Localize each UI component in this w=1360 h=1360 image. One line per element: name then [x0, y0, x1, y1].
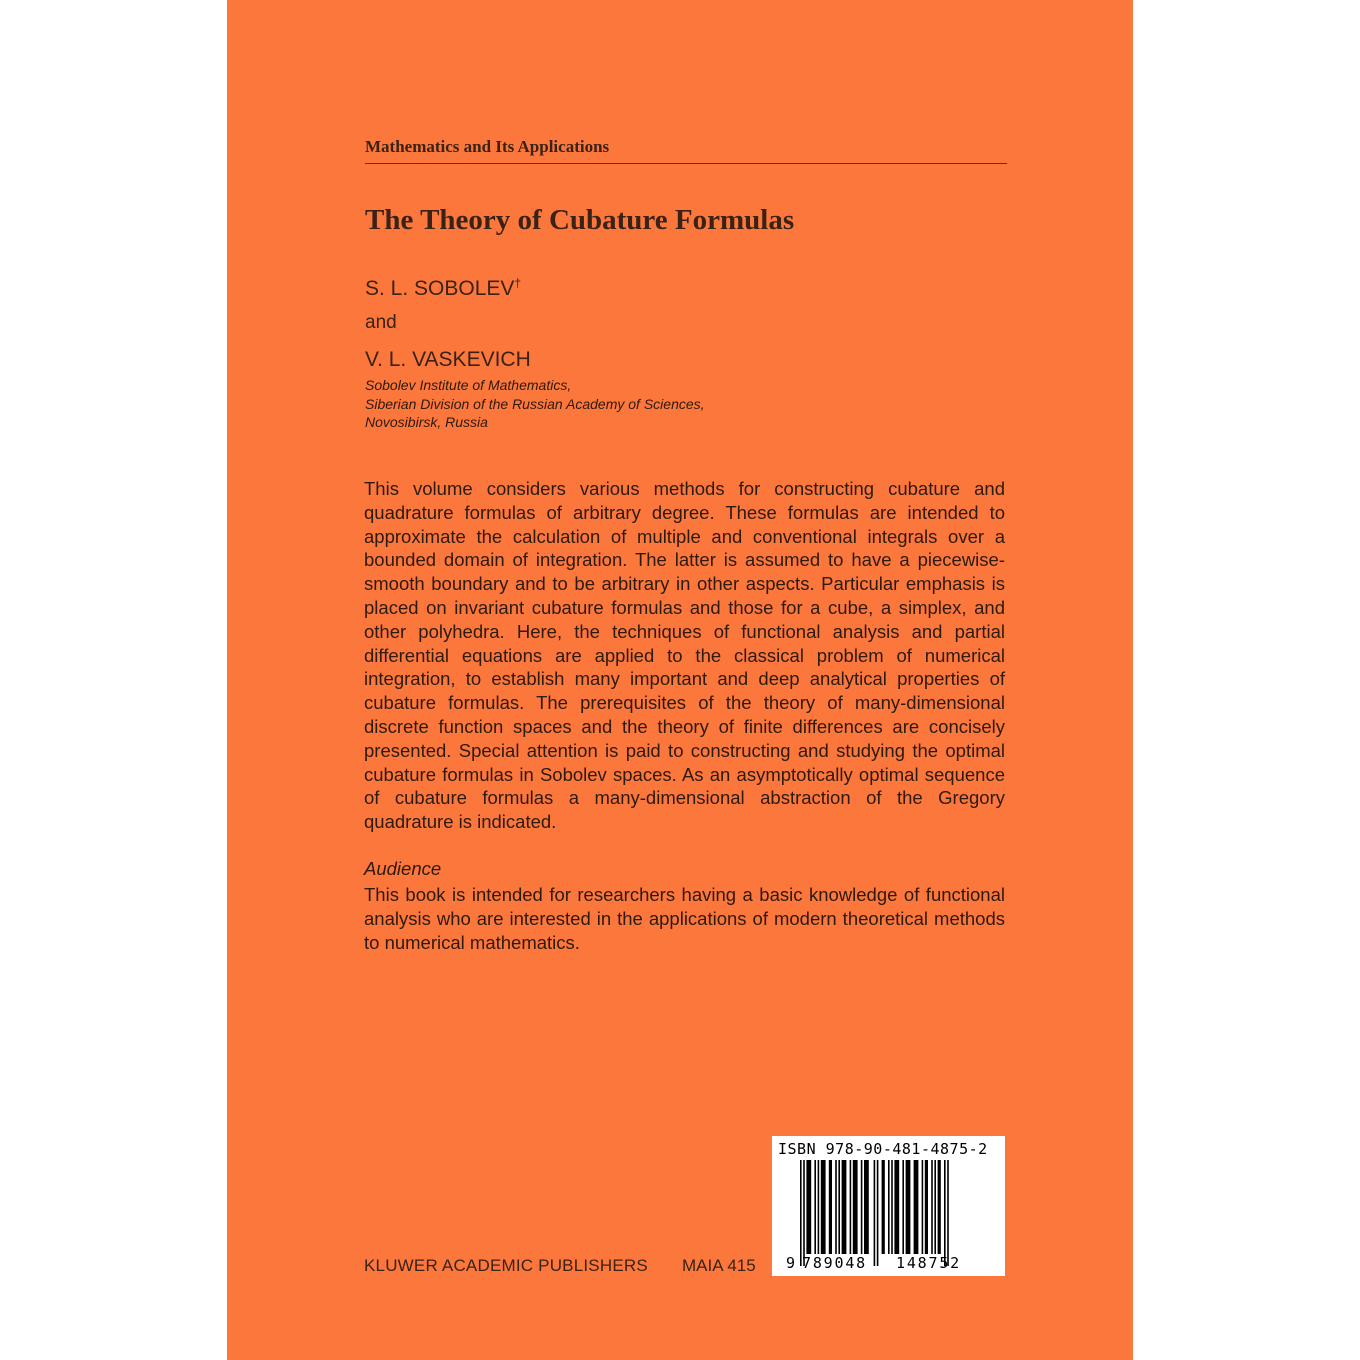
affiliation-line: Sobolev Institute of Mathematics,: [365, 377, 572, 393]
barcode-right-digits: 148752: [896, 1254, 961, 1272]
author-conjunction: and: [365, 312, 397, 333]
book-description: This volume considers various methods for constructing cubature and quadrature formulas of arbitrary degree. These formulas are intended to approximate the calculation of multiple and conventional integrals over a bounded domain of integration. The latter is assumed to have a piecewise-smooth boundary and to be arbitrary in other aspects. Particular emphasis is placed on invariant cubature formulas and those for a cube, a simplex, and other polyhedra. Here, the techniques of functional analysis and partial differential equations are applied to the classical problem of numerical integration, to establish many important and deep analytical properties of cubature formulas. The prerequisites of the theory of many-dimensional discrete function spaces and the theory of finite differences are concisely presented. Special attention is paid to constructing and studying the optimal cubature formulas in Sobolev spaces. As an asymptotically optimal sequence of cubature formulas a many-dimensional abstraction of the Gregory quadrature is indicated.: [364, 478, 1005, 833]
barcode-lead-digit: 9: [786, 1254, 796, 1272]
author-vaskevich: V. L. VASKEVICH: [365, 348, 531, 371]
affiliation-line: Siberian Division of the Russian Academy of Sciences,: [365, 395, 705, 412]
back-cover: [227, 0, 1133, 1360]
author-sobolev: [365, 276, 521, 301]
series-number: MAIA 415: [682, 1256, 756, 1275]
isbn-label: ISBN 978-90-481-4875-2: [778, 1140, 988, 1158]
audience-text: This book is intended for researchers having a basic knowledge of functional analysis who are interested in the applications of modern theoretical methods to numerical mathematics.: [364, 884, 1005, 953]
affiliation: [365, 376, 705, 432]
isbn-barcode: [772, 1136, 1005, 1276]
book-title: The Theory of Cubature Formulas: [365, 204, 795, 236]
series-name: Mathematics and Its Applications: [365, 137, 1007, 164]
publisher-name: KLUWER ACADEMIC PUBLISHERS: [364, 1256, 648, 1275]
deceased-mark: †: [514, 276, 522, 290]
author-name: S. L. SOBOLEV: [365, 277, 515, 300]
affiliation-line: Novosibirsk, Russia: [365, 414, 488, 430]
barcode-left-digits: 789048: [802, 1254, 867, 1272]
audience-heading: Audience: [364, 858, 442, 879]
